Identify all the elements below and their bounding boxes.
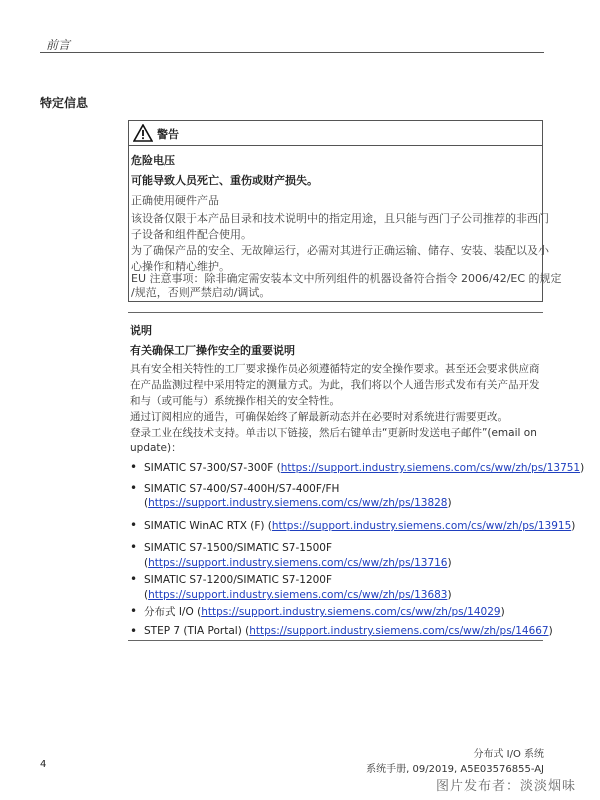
header-divider <box>40 52 544 53</box>
warning-triangle-icon <box>133 124 153 142</box>
product-name: SIMATIC WinAC RTX (F) <box>144 520 265 532</box>
warning-line: 为了确保产品的安全、无故障运行，必需对其进行正确运输、储存、安装、装配以及小 <box>131 244 549 257</box>
warning-label: 警告 <box>157 128 179 141</box>
product-name: SIMATIC S7-400/S7-400H/S7-400F/FH <box>144 483 340 495</box>
product-name: 分布式 I/O <box>144 606 194 618</box>
product-name: SIMATIC S7-1200/SIMATIC S7-1200F <box>144 574 333 586</box>
warning-box <box>128 120 562 302</box>
list-item-continuation: (https://support.industry.siemens.com/cs/ww/zh/ps/13716) <box>144 557 452 569</box>
note-paragraph-line: 具有安全相关特性的工厂要求操作员必须遵循特定的安全操作要求。甚至还会要求供应商 <box>130 363 540 375</box>
section-title: 特定信息 <box>40 96 89 110</box>
support-link[interactable]: https://support.industry.siemens.com/cs/ww/zh/ps/13751 <box>280 462 581 474</box>
list-item: STEP 7 (TIA Portal) (https://support.industry.siemens.com/cs/ww/zh/ps/14667) <box>144 625 553 637</box>
footer-doc-title: 分布式 I/O 系统 <box>473 749 544 760</box>
list-item: SIMATIC WinAC RTX (F) (https://support.industry.siemens.com/cs/ww/zh/ps/13915) <box>144 520 576 532</box>
bullet-dot: • <box>130 604 138 618</box>
warning-line: /规范，否则严禁启动/调试。 <box>131 286 271 299</box>
note-top-divider <box>128 312 543 313</box>
bullet-dot: • <box>130 518 138 532</box>
list-item: SIMATIC S7-300/S7-300F (https://support.industry.siemens.com/cs/ww/zh/ps/13751) <box>144 462 585 474</box>
note-paragraph-line: 通过订阅相应的通告，可确保始终了解最新动态并在必要时对系统进行需要更改。 <box>130 411 508 423</box>
bullet-dot: • <box>130 624 138 638</box>
support-link[interactable]: https://support.industry.siemens.com/cs/ww/zh/ps/13716 <box>148 557 448 569</box>
warning-line: 该设备仅限于本产品目录和技术说明中的指定用途，且只能与西门子公司推荐的非西门 <box>131 212 549 225</box>
bullet-dot: • <box>130 481 138 495</box>
warning-line: EU 注意事项：除非确定需安装本文中所列组件的机器设备符合指令 2006/42/EC 的规定 <box>131 272 562 285</box>
warning-line: 正确使用硬件产品 <box>131 194 219 207</box>
watermark: 图片发布者：淡淡烟味 <box>435 779 576 794</box>
product-name: SIMATIC S7-1500/SIMATIC S7-1500F <box>144 542 333 554</box>
product-name: SIMATIC S7-300/S7-300F <box>144 462 274 474</box>
warning-line: 心操作和精心维护。 <box>131 260 230 273</box>
warning-heading: 危险电压 <box>131 154 175 167</box>
note-title: 说明 <box>130 324 152 337</box>
bullet-dot: • <box>130 540 138 554</box>
product-name: STEP 7 (TIA Portal) <box>144 625 242 637</box>
note-paragraph-line: 和与（或可能与）系统操作相关的安全特性。 <box>130 395 340 407</box>
note-heading: 有关确保工厂操作安全的重要说明 <box>130 344 295 357</box>
support-link[interactable]: https://support.industry.siemens.com/cs/ww/zh/ps/13683 <box>148 589 448 601</box>
support-link[interactable]: https://support.industry.siemens.com/cs/ww/zh/ps/14029 <box>201 606 501 618</box>
list-item-continuation: (https://support.industry.siemens.com/cs/ww/zh/ps/13828) <box>144 497 452 509</box>
list-item-continuation: (https://support.industry.siemens.com/cs/ww/zh/ps/13683) <box>144 589 452 601</box>
note-paragraph-line: update)： <box>130 442 182 454</box>
warning-line: 子设备和组件配合使用。 <box>131 228 252 241</box>
page-number: 4 <box>40 759 47 770</box>
list-item: 分布式 I/O (https://support.industry.siemens.com/cs/ww/zh/ps/14029) <box>144 606 505 618</box>
bullet-dot: • <box>130 460 138 474</box>
support-link[interactable]: https://support.industry.siemens.com/cs/ww/zh/ps/13915 <box>271 520 572 532</box>
footer-doc-info: 系统手册, 09/2019, A5E03576855-AJ <box>366 764 544 775</box>
support-link[interactable]: https://support.industry.siemens.com/cs/ww/zh/ps/13828 <box>148 497 448 509</box>
warning-header <box>129 121 542 146</box>
note-paragraph-line: 登录工业在线技术支持。单击以下链接，然后右键单击“更新时发送电子邮件”(email on <box>130 427 537 439</box>
note-paragraph-line: 在产品监测过程中采用特定的测量方式。为此，我们将以个人通告形式发布有关产品开发 <box>130 379 540 391</box>
note-bottom-divider <box>128 640 543 641</box>
warning-subheading: 可能导致人员死亡、重伤或财产损失。 <box>131 174 318 187</box>
bullet-dot: • <box>130 572 138 586</box>
support-link[interactable]: https://support.industry.siemens.com/cs/ww/zh/ps/14667 <box>249 625 549 637</box>
page-header-title: 前言 <box>46 38 71 52</box>
